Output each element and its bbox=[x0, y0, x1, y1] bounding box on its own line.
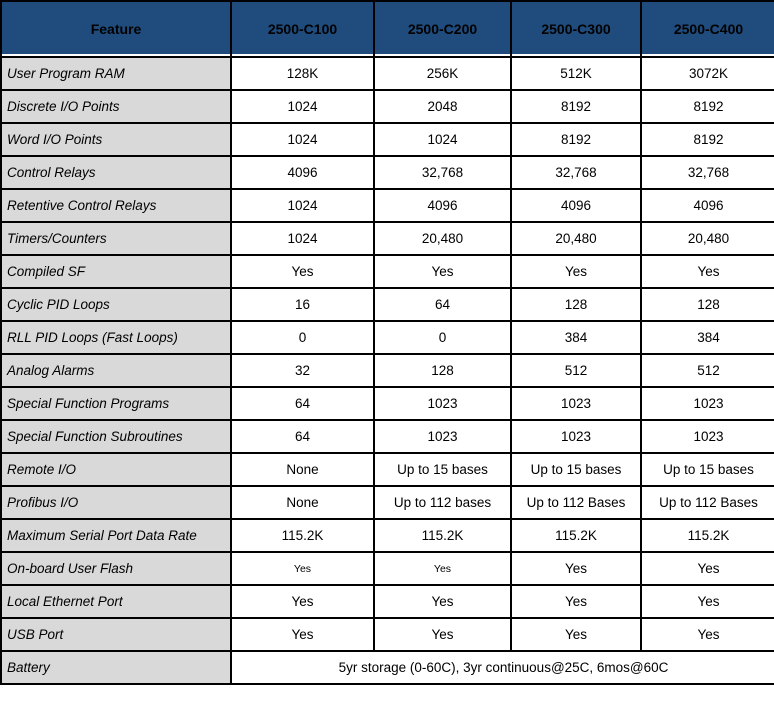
table-row bbox=[1, 486, 774, 519]
value-cell: 1023 bbox=[511, 387, 641, 420]
value-cell: Up to 15 bases bbox=[374, 453, 511, 486]
value-cell: 4096 bbox=[641, 189, 774, 222]
value-cell: Yes bbox=[374, 552, 511, 585]
value-cell: 115.2K bbox=[641, 519, 774, 552]
value-cell: 32,768 bbox=[641, 156, 774, 189]
value-cell: 20,480 bbox=[374, 222, 511, 255]
value-cell: 115.2K bbox=[231, 519, 374, 552]
table-row bbox=[1, 189, 774, 222]
value-cell: Yes bbox=[641, 618, 774, 651]
feature-cell: Special Function Programs bbox=[1, 387, 231, 420]
value-cell: 8192 bbox=[641, 123, 774, 156]
table-row bbox=[1, 321, 774, 354]
value-cell: 1024 bbox=[231, 123, 374, 156]
table-row bbox=[1, 354, 774, 387]
header-cell-2500-c300: 2500-C300 bbox=[511, 1, 641, 57]
value-cell: 1023 bbox=[641, 420, 774, 453]
value-cell: 8192 bbox=[511, 90, 641, 123]
value-cell: Yes bbox=[641, 585, 774, 618]
feature-cell: Special Function Subroutines bbox=[1, 420, 231, 453]
value-cell: Yes bbox=[231, 552, 374, 585]
feature-cell: USB Port bbox=[1, 618, 231, 651]
value-cell: 64 bbox=[374, 288, 511, 321]
table-row bbox=[1, 288, 774, 321]
feature-cell: Maximum Serial Port Data Rate bbox=[1, 519, 231, 552]
value-cell: 115.2K bbox=[374, 519, 511, 552]
value-cell: None bbox=[231, 486, 374, 519]
value-cell: 3072K bbox=[641, 57, 774, 90]
feature-cell: Profibus I/O bbox=[1, 486, 231, 519]
feature-cell: Compiled SF bbox=[1, 255, 231, 288]
header-cell-2500-c400: 2500-C400 bbox=[641, 1, 774, 57]
value-cell: 1023 bbox=[374, 387, 511, 420]
table-row bbox=[1, 552, 774, 585]
value-cell: Yes bbox=[231, 585, 374, 618]
value-cell: 1024 bbox=[231, 189, 374, 222]
value-cell: 1024 bbox=[374, 123, 511, 156]
value-cell: 16 bbox=[231, 288, 374, 321]
value-cell: 1023 bbox=[374, 420, 511, 453]
value-cell: Up to 112 Bases bbox=[511, 486, 641, 519]
table-row bbox=[1, 255, 774, 288]
value-cell: 8192 bbox=[511, 123, 641, 156]
value-cell: 64 bbox=[231, 420, 374, 453]
header-cell-2500-c200: 2500-C200 bbox=[374, 1, 511, 57]
value-cell: 0 bbox=[374, 321, 511, 354]
table-row bbox=[1, 618, 774, 651]
value-cell: 0 bbox=[231, 321, 374, 354]
value-cell: 20,480 bbox=[511, 222, 641, 255]
table-row bbox=[1, 420, 774, 453]
value-cell: Up to 15 bases bbox=[511, 453, 641, 486]
feature-cell: Cyclic PID Loops bbox=[1, 288, 231, 321]
table-row bbox=[1, 387, 774, 420]
feature-cell: On-board User Flash bbox=[1, 552, 231, 585]
value-cell: 512 bbox=[511, 354, 641, 387]
value-cell: 1024 bbox=[231, 90, 374, 123]
table-row bbox=[1, 453, 774, 486]
feature-cell: RLL PID Loops (Fast Loops) bbox=[1, 321, 231, 354]
value-cell: 32 bbox=[231, 354, 374, 387]
value-cell: 20,480 bbox=[641, 222, 774, 255]
header-cell-feature: Feature bbox=[1, 1, 231, 57]
value-cell: Yes bbox=[374, 255, 511, 288]
header-cell-2500-c100: 2500-C100 bbox=[231, 1, 374, 57]
table-row bbox=[1, 519, 774, 552]
value-cell: 1023 bbox=[511, 420, 641, 453]
value-cell: 2048 bbox=[374, 90, 511, 123]
value-cell: Up to 15 bases bbox=[641, 453, 774, 486]
value-cell: Up to 112 bases bbox=[374, 486, 511, 519]
value-cell: 1024 bbox=[231, 222, 374, 255]
value-cell: 4096 bbox=[374, 189, 511, 222]
feature-cell: Analog Alarms bbox=[1, 354, 231, 387]
value-cell: 32,768 bbox=[374, 156, 511, 189]
value-cell: Yes bbox=[374, 618, 511, 651]
value-cell: 128K bbox=[231, 57, 374, 90]
value-cell: 1023 bbox=[641, 387, 774, 420]
value-cell: Yes bbox=[511, 552, 641, 585]
value-cell-span: 5yr storage (0-60C), 3yr continuous@25C, 6mos@60C bbox=[231, 651, 774, 684]
table-row bbox=[1, 57, 774, 90]
value-cell: 64 bbox=[231, 387, 374, 420]
value-cell: Yes bbox=[231, 618, 374, 651]
table-row bbox=[1, 651, 774, 684]
value-cell: 115.2K bbox=[511, 519, 641, 552]
value-cell: 512K bbox=[511, 57, 641, 90]
value-cell: 4096 bbox=[231, 156, 374, 189]
feature-cell: Word I/O Points bbox=[1, 123, 231, 156]
value-cell: 128 bbox=[374, 354, 511, 387]
value-cell: Yes bbox=[641, 552, 774, 585]
value-cell: None bbox=[231, 453, 374, 486]
value-cell: Up to 112 Bases bbox=[641, 486, 774, 519]
header-row bbox=[1, 1, 774, 57]
value-cell: Yes bbox=[511, 255, 641, 288]
value-cell: Yes bbox=[511, 618, 641, 651]
table-row bbox=[1, 90, 774, 123]
feature-cell: Local Ethernet Port bbox=[1, 585, 231, 618]
value-cell: 32,768 bbox=[511, 156, 641, 189]
table-body bbox=[1, 57, 774, 684]
value-cell: Yes bbox=[374, 585, 511, 618]
feature-cell: Discrete I/O Points bbox=[1, 90, 231, 123]
feature-cell: Remote I/O bbox=[1, 453, 231, 486]
value-cell: 8192 bbox=[641, 90, 774, 123]
feature-cell: Control Relays bbox=[1, 156, 231, 189]
table-row bbox=[1, 156, 774, 189]
value-cell: 4096 bbox=[511, 189, 641, 222]
value-cell: 128 bbox=[511, 288, 641, 321]
value-cell: Yes bbox=[641, 255, 774, 288]
value-cell: 256K bbox=[374, 57, 511, 90]
feature-cell: Retentive Control Relays bbox=[1, 189, 231, 222]
feature-cell: Timers/Counters bbox=[1, 222, 231, 255]
feature-cell: Battery bbox=[1, 651, 231, 684]
feature-cell: User Program RAM bbox=[1, 57, 231, 90]
value-cell: 384 bbox=[511, 321, 641, 354]
table-row bbox=[1, 123, 774, 156]
table-row bbox=[1, 585, 774, 618]
table-row bbox=[1, 222, 774, 255]
value-cell: Yes bbox=[511, 585, 641, 618]
value-cell: 128 bbox=[641, 288, 774, 321]
value-cell: 512 bbox=[641, 354, 774, 387]
value-cell: 384 bbox=[641, 321, 774, 354]
value-cell: Yes bbox=[231, 255, 374, 288]
